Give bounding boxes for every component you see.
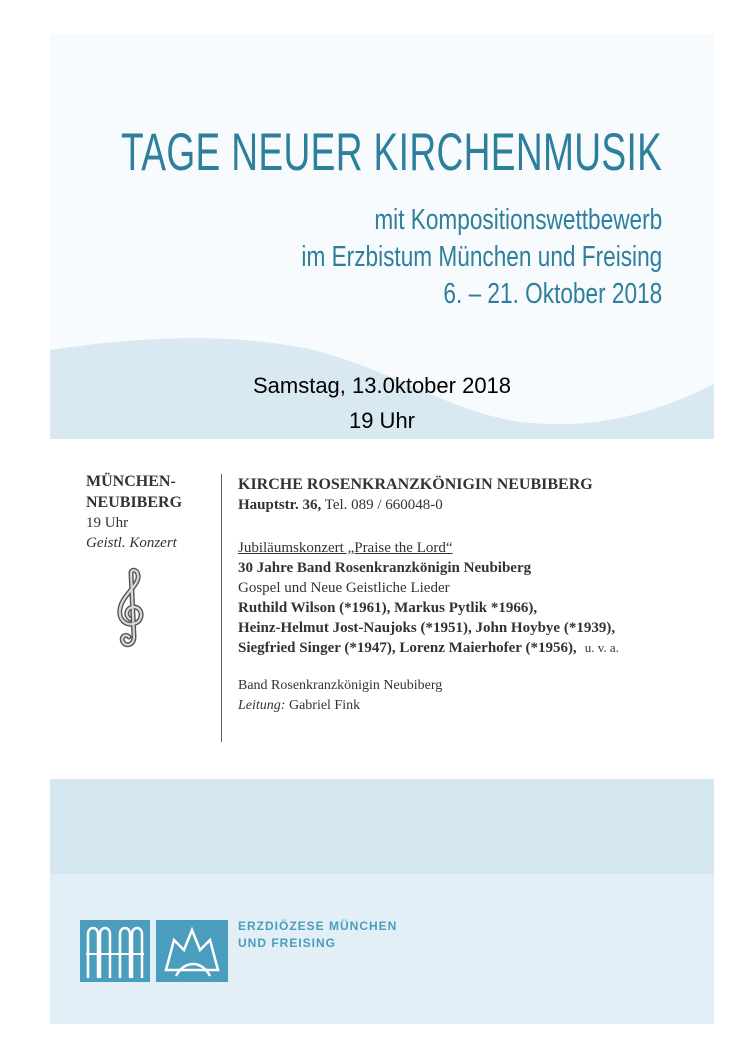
org-line: ERZDIÖZESE MÜNCHEN (238, 919, 398, 933)
leitung-label: Leitung: (238, 698, 286, 713)
venue-name: KIRCHE ROSENKRANZKÖNIGIN NEUBIBERG (238, 476, 593, 493)
organization-name (238, 918, 397, 952)
event-day: Samstag, 13.0ktober 2018 (252, 373, 512, 398)
listing-left-column (86, 471, 236, 654)
event-time: 19 Uhr (348, 408, 416, 433)
composers-tail: u. v. a. (584, 640, 619, 655)
performer: Band Rosenkranzkönigin Neubiberg (238, 678, 443, 693)
venue-address (238, 495, 698, 516)
listing-time: 19 Uhr (86, 515, 129, 531)
subtitle-line: mit Kompositionswettbewerb (374, 204, 662, 236)
header (50, 124, 662, 313)
city-label: MÜNCHEN- NEUBIBERG (86, 473, 183, 511)
composer-line (238, 638, 698, 658)
main-title: TAGE NEUER KIRCHENMUSIK (120, 123, 662, 182)
conductor (238, 696, 698, 716)
composer-line: Ruthild Wilson (*1961), Markus Pytlik *1966), (238, 600, 538, 616)
flyer-page (50, 34, 714, 1024)
archdiocese-logo-icon (80, 920, 228, 982)
anniversary-line: 30 Jahre Band Rosenkranzkönigin Neubiberg (238, 560, 532, 576)
phone-number: Tel. 089 / 660048-0 (324, 497, 443, 513)
treble-clef-icon (112, 567, 152, 649)
festival-dates: 6. – 21. Oktober 2018 (443, 278, 662, 310)
concert-title: Jubiläumskonzert „Praise the Lord“ (238, 540, 453, 556)
listing-right-column (238, 474, 698, 716)
concert-kind: Geistl. Konzert (86, 535, 177, 551)
composer-names: Siegfried Singer (*1947), Lorenz Maierhofer (*1956), (238, 640, 577, 656)
org-line: UND FREISING (238, 936, 337, 950)
composer-line: Heinz-Helmut Jost-Naujoks (*1951), John Hoybye (*1939), (238, 620, 616, 636)
street-address: Hauptstr. 36, (238, 497, 322, 513)
conductor-name: Gabriel Fink (288, 698, 361, 713)
column-divider (221, 474, 222, 742)
subtitle-line: im Erzbistum München und Freising (301, 241, 662, 273)
genre-line: Gospel und Neue Geistliche Lieder (238, 580, 450, 596)
